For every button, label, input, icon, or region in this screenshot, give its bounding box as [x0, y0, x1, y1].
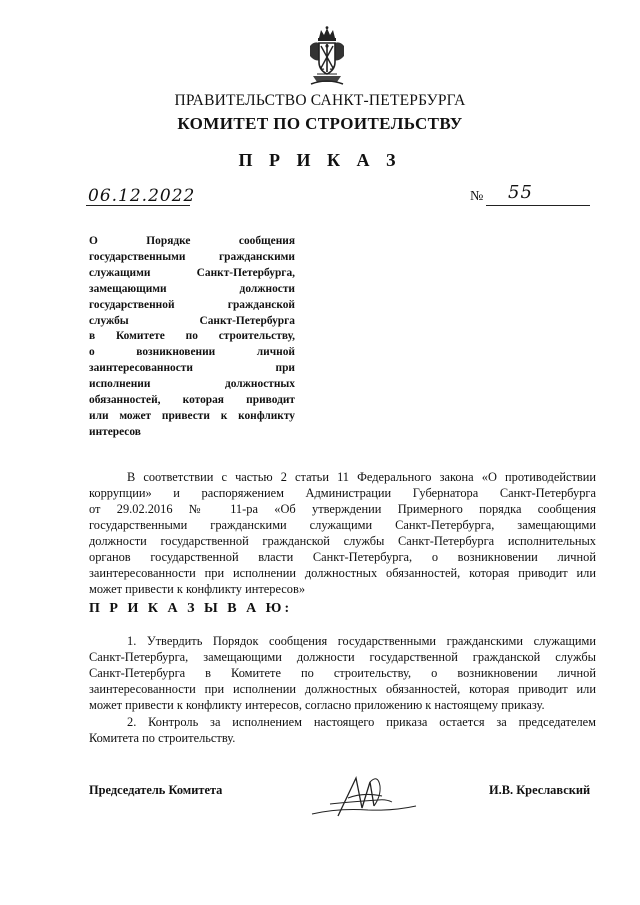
document-type-title: П Р И К А З [238, 150, 402, 170]
subject-line: о возникновении личной [89, 346, 295, 359]
subject-line: исполнении должностных [89, 378, 295, 391]
preamble-paragraph [89, 469, 596, 597]
order-number: 55 [508, 182, 533, 203]
order-date: 06.12.2022 [88, 186, 196, 206]
number-underline [486, 205, 590, 206]
preamble-line: государственными гражданскими служащими Санкт-Петербурга, замещающими [89, 518, 596, 532]
subject-line: государственной гражданской [89, 298, 295, 311]
preamble-line: коррупции» и распоряжением Администрации Губернатора Санкт-Петербурга [89, 486, 596, 500]
subject-line: интересов [89, 425, 141, 438]
order-item-1 [89, 633, 596, 713]
handwritten-signature-image [308, 768, 420, 824]
preamble-line: может привести к конфликту интересов» [89, 582, 306, 596]
order-item-2 [89, 714, 596, 746]
order-subject [89, 234, 295, 441]
item-line: Санкт-Петербурга, замещающими должности государственной гражданской службы [89, 650, 596, 664]
preamble-line: заинтересованности при исполнении должностных обязанностей, которая приводит или [89, 566, 596, 580]
subject-line: в Комитете по строительству, [89, 330, 295, 343]
number-sign: № [470, 189, 484, 204]
date-underline [86, 205, 190, 206]
subject-line: или может привести к конфликту [89, 409, 295, 422]
subject-line: служащими Санкт-Петербурга, [89, 266, 295, 279]
item-line: 2. Контроль за исполнением настоящего приказа остается за председателем [127, 715, 596, 729]
government-name: ПРАВИТЕЛЬСТВО САНКТ-ПЕТЕРБУРГА [174, 92, 466, 109]
item-line: Санкт-Петербурга в Комитете по строительству, о возникновении личной [89, 666, 596, 680]
subject-line: О Порядке сообщения [89, 235, 295, 247]
subject-line: государственными гражданскими [89, 250, 295, 263]
subject-line: замещающими должности [89, 282, 295, 295]
preamble-line: должности государственной гражданской службы Санкт-Петербурга исполнительных [89, 534, 596, 548]
order-directive-heading: П Р И К А З Ы В А Ю: [89, 601, 293, 616]
committee-name: КОМИТЕТ ПО СТРОИТЕЛЬСТВУ [177, 114, 463, 133]
item-line: заинтересованности при исполнении должностных обязанностей, которая приводит или [89, 682, 596, 696]
preamble-line: В соответствии с частью 2 статьи 11 Федерального закона «О противодействии [127, 470, 596, 484]
item-line: 1. Утвердить Порядок сообщения государственными гражданскими служащими [127, 634, 596, 648]
subject-line: заинтересованности при [89, 362, 295, 375]
coat-of-arms-emblem [307, 26, 347, 88]
signatory-position: Председатель Комитета [89, 783, 223, 797]
preamble-line: органов государственной власти Санкт-Петербурга, о возникновении личной [89, 550, 596, 564]
signatory-name: И.В. Креславский [489, 783, 591, 797]
subject-line: обязанностей, которая приводит [89, 394, 295, 407]
item-line: может привести к конфликту интересов, согласно приложению к настоящему приказу. [89, 698, 545, 712]
subject-line: службы Санкт-Петербурга [89, 314, 295, 327]
preamble-line: от 29.02.2016 № 11-ра «Об утверждении Примерного порядка сообщения [89, 502, 596, 516]
item-line: Комитета по строительству. [89, 731, 236, 745]
